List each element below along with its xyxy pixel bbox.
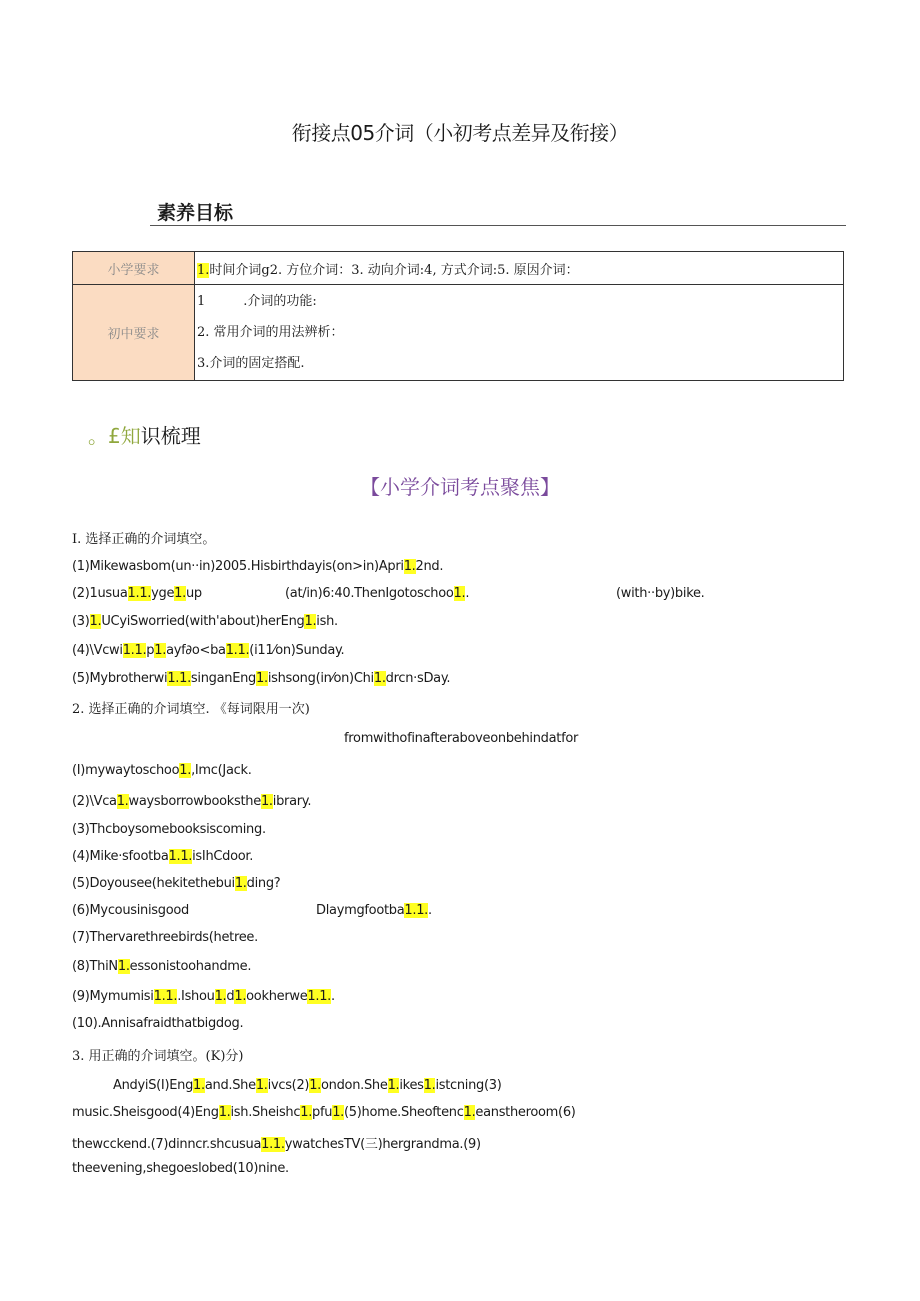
q-text: (5)Mybrotherwi <box>72 671 168 686</box>
highlight: 1. <box>255 1078 268 1093</box>
highlight: 1. <box>193 1078 205 1093</box>
document-title: 衔接点05介词（小初考点差异及衔接） <box>291 121 629 145</box>
highlight: 1.1. <box>153 989 178 1004</box>
primary-text: 时间介词g2. 方位介词：3. 动向介词:4, 方式介词:5. 原因介词： <box>209 262 579 278</box>
q-text: ikes <box>399 1078 424 1093</box>
question-1-2-mid <box>285 586 469 601</box>
q-text: (I)mywaytoschoo <box>72 763 180 778</box>
middle-line-2: 2. 常用介词的用法辨析： <box>197 325 344 340</box>
highlight: 1.1. <box>168 849 193 864</box>
question-2-8 <box>72 959 251 974</box>
question-2-5 <box>72 876 280 891</box>
middle-label: 初中要求 <box>73 285 195 381</box>
question-1-2-end: (with··by)bike. <box>616 586 705 601</box>
q-text: (4)\Vcwi <box>72 643 123 658</box>
passage-line-2 <box>72 1105 576 1120</box>
middle-requirements <box>195 285 844 381</box>
middle-line-3: 3.介词的固定搭配. <box>197 356 305 371</box>
q-text: (2)\Vca <box>72 794 117 809</box>
q-text: ayf∂o<ba <box>166 643 226 658</box>
passage-line-4: theevening,shegoeslobed(10)nine. <box>72 1161 289 1176</box>
subtitle: 【小学介词考点聚焦】 <box>360 475 560 499</box>
q-text: ,Imc(Jack. <box>191 763 252 778</box>
q-text: d <box>226 989 235 1004</box>
q-text: ibrary. <box>272 794 312 809</box>
highlight: 1.1. <box>167 671 191 686</box>
q-text: isIhCdoor. <box>192 849 254 864</box>
q-text: istcning(3) <box>435 1078 502 1093</box>
q-text: ivcs(2) <box>267 1078 310 1093</box>
q-text: essonistoohandme. <box>129 959 252 974</box>
passage-line-1 <box>113 1078 502 1093</box>
word-bank: fromwithofinafteraboveonbehindatfor <box>344 731 579 746</box>
part2-heading: 2. 选择正确的介词填空. 《每词限用一次) <box>72 702 310 717</box>
part1-heading: I. 选择正确的介词填空。 <box>72 532 216 547</box>
q-text: (5)home.Sheoftenc <box>344 1105 464 1120</box>
q-text: ywatchesTV(三)hergrandma.(9) <box>284 1137 481 1152</box>
q-text: (1)Mikewasbom(un··in)2005.Hisbirthdayis(on>in)Apri <box>72 559 404 574</box>
highlight: 1. <box>309 1078 321 1093</box>
q-text: ondon.She <box>321 1078 388 1093</box>
primary-requirements <box>195 252 844 285</box>
passage-line-3 <box>72 1133 481 1152</box>
question-2-9 <box>72 989 335 1004</box>
question-1-3 <box>72 614 338 629</box>
q-text: . <box>465 586 470 601</box>
highlight: 1. <box>387 1078 400 1093</box>
question-1-1 <box>72 559 443 574</box>
middle-line-1-text: 介词的功能: <box>247 294 317 309</box>
q-text: music.Sheisgood(4)Eng <box>72 1105 219 1120</box>
q-text: ding? <box>246 876 281 891</box>
q-text: waysborrowbooksthe <box>128 794 261 809</box>
highlight: 1. <box>154 643 167 658</box>
question-1-2 <box>72 586 202 601</box>
q-text: AndyiS(I)Eng <box>113 1078 194 1093</box>
highlight: 1.1. <box>404 903 429 918</box>
highlight: 1. <box>179 763 192 778</box>
highlight: 1. <box>463 1105 476 1120</box>
q-text: . <box>331 989 335 1004</box>
question-2-4 <box>72 849 253 864</box>
q-text: and.She <box>204 1078 256 1093</box>
q-text: ishsong(in⁄on)Chi <box>267 671 374 686</box>
question-2-10: (10).Annisafraidthatbigdog. <box>72 1016 244 1031</box>
goals-table <box>72 251 844 381</box>
highlight: 1.1. <box>127 586 152 601</box>
q-text: up <box>185 586 202 601</box>
section-divider <box>150 225 846 226</box>
middle-line-1: 1 .介词的功能: <box>197 294 317 309</box>
q-text: ish. <box>316 614 338 629</box>
question-1-5 <box>72 671 450 686</box>
highlight: 1. <box>423 1078 436 1093</box>
highlight: 1. <box>332 1105 345 1120</box>
goals-row-primary <box>73 252 844 285</box>
highlight: 1.1. <box>261 1137 285 1152</box>
q-text: p <box>146 643 155 658</box>
question-2-3: (3)Thcboysomebooksiscoming. <box>72 822 266 837</box>
highlight: 1. <box>373 671 386 686</box>
q-text: Dlaymgfootba <box>316 903 405 918</box>
q-text: 2nd. <box>415 559 444 574</box>
highlight: 1. <box>403 559 416 574</box>
question-2-2 <box>72 794 311 809</box>
highlight: 1. <box>117 959 130 974</box>
middle-line-1-num: 1 <box>197 294 206 309</box>
knowledge-rest: 识梳理 <box>140 424 201 448</box>
q-text: eanstheroom(6) <box>475 1105 576 1120</box>
highlight: 1.1. <box>122 643 147 658</box>
highlight: 1.1. <box>225 643 250 658</box>
section-heading-knowledge <box>88 420 201 449</box>
highlight: 1. <box>453 586 466 601</box>
question-2-6-end <box>316 903 432 918</box>
highlight: 1. <box>300 1105 313 1120</box>
highlight: 1. <box>197 262 210 278</box>
highlight: 1.1. <box>307 989 332 1004</box>
highlight: 1. <box>260 794 273 809</box>
q-text: (3) <box>72 614 90 629</box>
q-text: . <box>428 903 432 918</box>
highlight: 1. <box>89 614 102 629</box>
q-text: UCyiSworried(with'about)herEng <box>101 614 305 629</box>
q-text: singanEng <box>190 671 257 686</box>
primary-label: 小学要求 <box>73 252 195 285</box>
highlight: 1. <box>116 794 129 809</box>
q-text: ookherwe <box>246 989 308 1004</box>
highlight: 1. <box>218 1105 231 1120</box>
knowledge-prefix: 。£知 <box>88 424 141 448</box>
question-2-7: (7)Thervarethreebirds(hetree. <box>72 930 258 945</box>
q-text: thewcckend.(7)dinncr.shcusua <box>72 1137 262 1152</box>
q-text: drcn·sDay. <box>385 671 451 686</box>
q-text: (8)ThiN <box>72 959 118 974</box>
question-1-4 <box>72 643 344 658</box>
q-text: .Ishou <box>177 989 215 1004</box>
q-text: (5)Doyousee(hekitethebui <box>72 876 235 891</box>
highlight: 1. <box>234 876 247 891</box>
q-text: (4)Mike·sfootba <box>72 849 169 864</box>
section-heading-goals: 素养目标 <box>157 202 234 224</box>
highlight: 1. <box>234 989 247 1004</box>
highlight: 1. <box>214 989 227 1004</box>
q-text: (at/in)6:40.ThenIgotoschoo <box>285 586 454 601</box>
q-text: pfu <box>312 1105 333 1120</box>
highlight: 1. <box>256 671 268 686</box>
q-text: (i11⁄on)Sunday. <box>249 643 345 658</box>
q-text: yge <box>151 586 175 601</box>
question-2-1 <box>72 763 252 778</box>
highlight: 1. <box>304 614 317 629</box>
q-text: (9)Mymumisi <box>72 989 154 1004</box>
q-text: ish.Sheishc <box>230 1105 301 1120</box>
question-2-6: (6)Mycousinisgood <box>72 903 189 918</box>
highlight: 1. <box>174 586 186 601</box>
part3-heading: 3. 用正确的介词填空。(K)分) <box>72 1049 244 1064</box>
goals-row-middle <box>73 285 844 381</box>
q-text: (2)1usua <box>72 586 128 601</box>
